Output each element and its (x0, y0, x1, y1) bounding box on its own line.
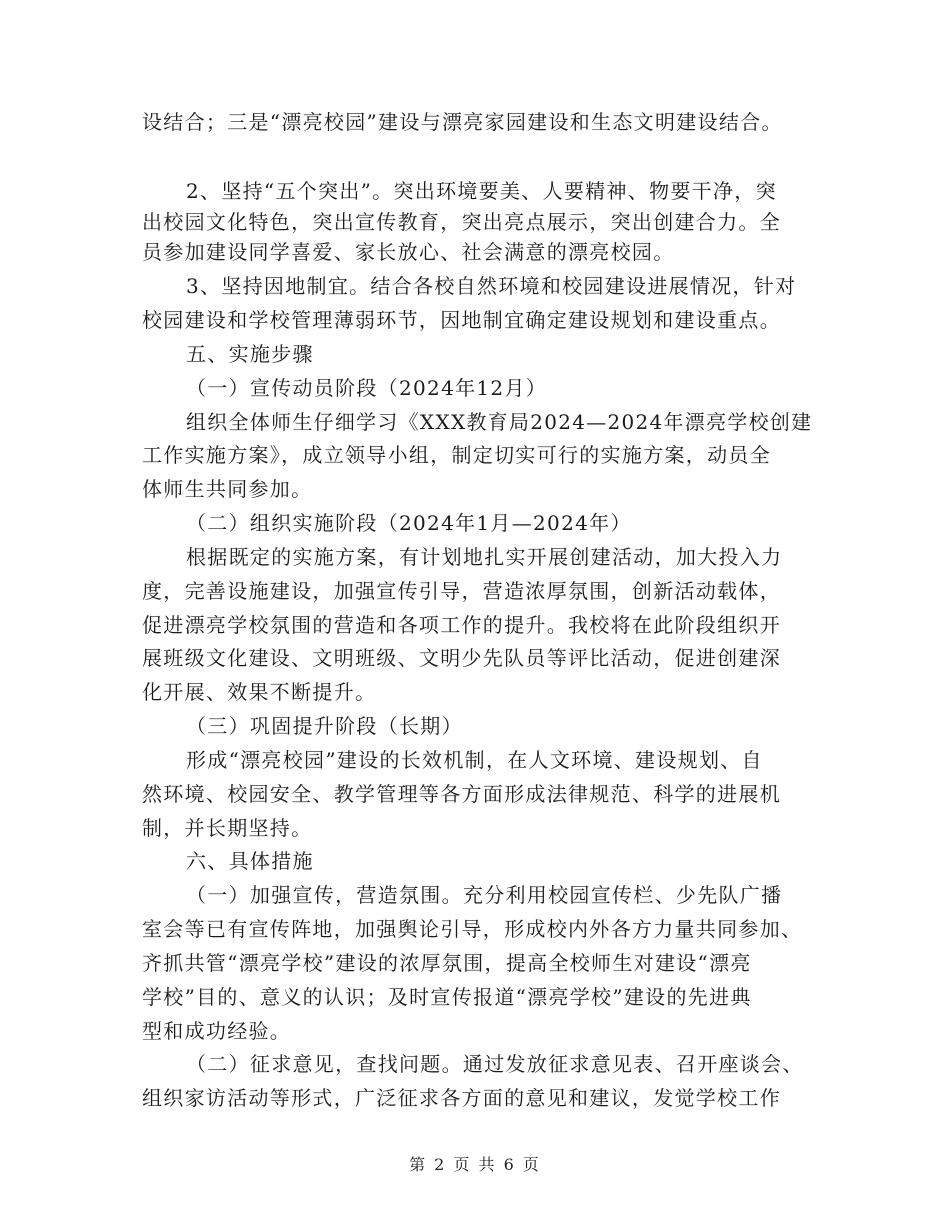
text-line: 体师生共同参加。 (142, 477, 313, 501)
text-line: 齐抓共管“漂亮学校”建设的浓厚氛围，提高全校师生对建设“漂亮 (142, 951, 752, 975)
text-line: 3、坚持因地制宜。结合各校自然环境和校园建设进展情况，针对 (186, 274, 797, 298)
section-heading: 五、实施步骤 (186, 342, 314, 366)
text-line: 出校园文化特色，突出宣传教育，突出亮点展示，突出创建合力。全 (142, 210, 781, 234)
text-line: 型和成功经验。 (142, 1019, 292, 1043)
text-line: 2、坚持“五个突出”。突出环境要美、人要精神、物要干净，突 (186, 179, 777, 203)
text-line: 工作实施方案》，成立领导小组，制定切实可行的实施方案，动员全 (142, 443, 771, 467)
text-line: 学校”目的、意义的认识；及时宣传报道“漂亮学校”建设的先进典 (142, 985, 752, 1009)
text-line: 度，完善设施建设，加强宣传引导，营造浓厚氛围，创新活动载体， (142, 579, 781, 603)
text-line: （一）加强宣传，营造氛围。充分利用校园宣传栏、少先队广播 (186, 883, 783, 907)
subsection-heading: （三）巩固提升阶段（长期） (186, 714, 463, 738)
text-line: 室会等已有宣传阵地，加强舆论引导，形成校内外各方力量共同参加、 (142, 917, 803, 941)
section-heading: 六、具体措施 (186, 849, 314, 873)
page-number-footer: 第 2 页 共 6 页 (409, 1155, 541, 1174)
subsection-heading: （二）组织实施阶段（2024年1月—2024年） (186, 511, 632, 535)
subsection-heading: （一）宣传动员阶段（2024年12月） (186, 376, 548, 400)
text-line: （二）征求意见，查找问题。通过发放征求意见表、召开座谈会、 (186, 1052, 804, 1076)
text-line: 展班级文化建设、文明班级、文明少先队员等评比活动，促进创建深 (142, 646, 781, 670)
text-line: 促进漂亮学校氛围的营造和各项工作的提升。我校将在此阶段组织开 (142, 613, 781, 637)
text-line: 形成“漂亮校园”建设的长效机制，在人文环境、建设规划、自 (186, 748, 763, 772)
text-line: 设结合；三是“漂亮校园”建设与漂亮家园建设和生态文明建设结合。 (142, 110, 783, 134)
text-line: 然环境、校园安全、教学管理等各方面形成法律规范、科学的进展机 (142, 782, 781, 806)
text-line: 组织家访活动等形式，广泛征求各方面的意见和建议，发觉学校工作 (142, 1086, 781, 1110)
text-line: 组织全体师生仔细学习《XXX教育局2024—2024年漂亮学校创建 (186, 410, 813, 434)
text-line: 化开展、效果不断提升。 (142, 680, 377, 704)
text-line: 校园建设和学校管理薄弱环节，因地制宜确定建设规划和建设重点。 (142, 308, 781, 332)
text-line: 制，并长期坚持。 (142, 816, 313, 840)
text-line: 员参加建设同学喜爱、家长放心、社会满意的漂亮校园。 (142, 240, 675, 264)
text-line: 根据既定的实施方案，有计划地扎实开展创建活动，加大投入力 (186, 545, 783, 569)
